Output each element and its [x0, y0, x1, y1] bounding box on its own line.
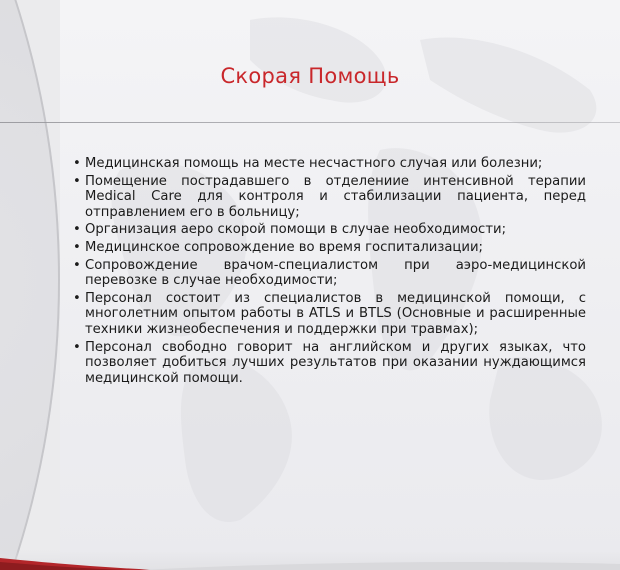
- red-swoosh-decoration: [0, 548, 620, 570]
- list-item: [73, 174, 586, 221]
- list-item-text: Организация аеро скорой помощи в случае необходимости;: [85, 222, 507, 238]
- bullet: •: [73, 339, 81, 355]
- list-item-text: Персонал состоит из специалистов в медицинской помощи, с многолетним опытом работы в ATLS и BTLS (Основные и расширенные техники жизнеобеспечения и поддержки при травмах);: [85, 290, 586, 337]
- list-item: [73, 156, 586, 172]
- list-item-text: Персонал свободно говорит на английском и других языках, что позволяет добиться лучших результатов при оказании нуждающимся медицинской помощи.: [85, 339, 586, 386]
- bullet: •: [73, 257, 81, 273]
- bullet: •: [73, 239, 81, 255]
- list-item-text: Помещение пострадавшего в отделениие интенсивной терапии Medical Care для контроля и стабилизации пациента, перед отправлением его в больницу;: [85, 173, 586, 220]
- header-divider: [0, 122, 620, 123]
- list-item: [73, 258, 586, 289]
- list-item-text: Медицинская помощь на месте несчастного случая или болезни;: [85, 156, 543, 171]
- list-item-text: Медицинское сопровождение во время госпитализации;: [85, 239, 483, 255]
- list-item-text: Сопровождение врачом-специалистом при аэро-медицинской перевозке в случае необходимости;: [85, 257, 586, 289]
- list-item: [73, 240, 586, 256]
- services-list: [73, 156, 586, 388]
- list-item: [73, 291, 586, 338]
- list-item: [73, 222, 586, 238]
- list-item: [73, 340, 586, 387]
- bullet: •: [73, 222, 81, 238]
- bullet: •: [73, 173, 81, 189]
- page-title: Скорая Помощь: [220, 64, 400, 88]
- bullet: •: [73, 156, 81, 171]
- bullet: •: [73, 290, 81, 306]
